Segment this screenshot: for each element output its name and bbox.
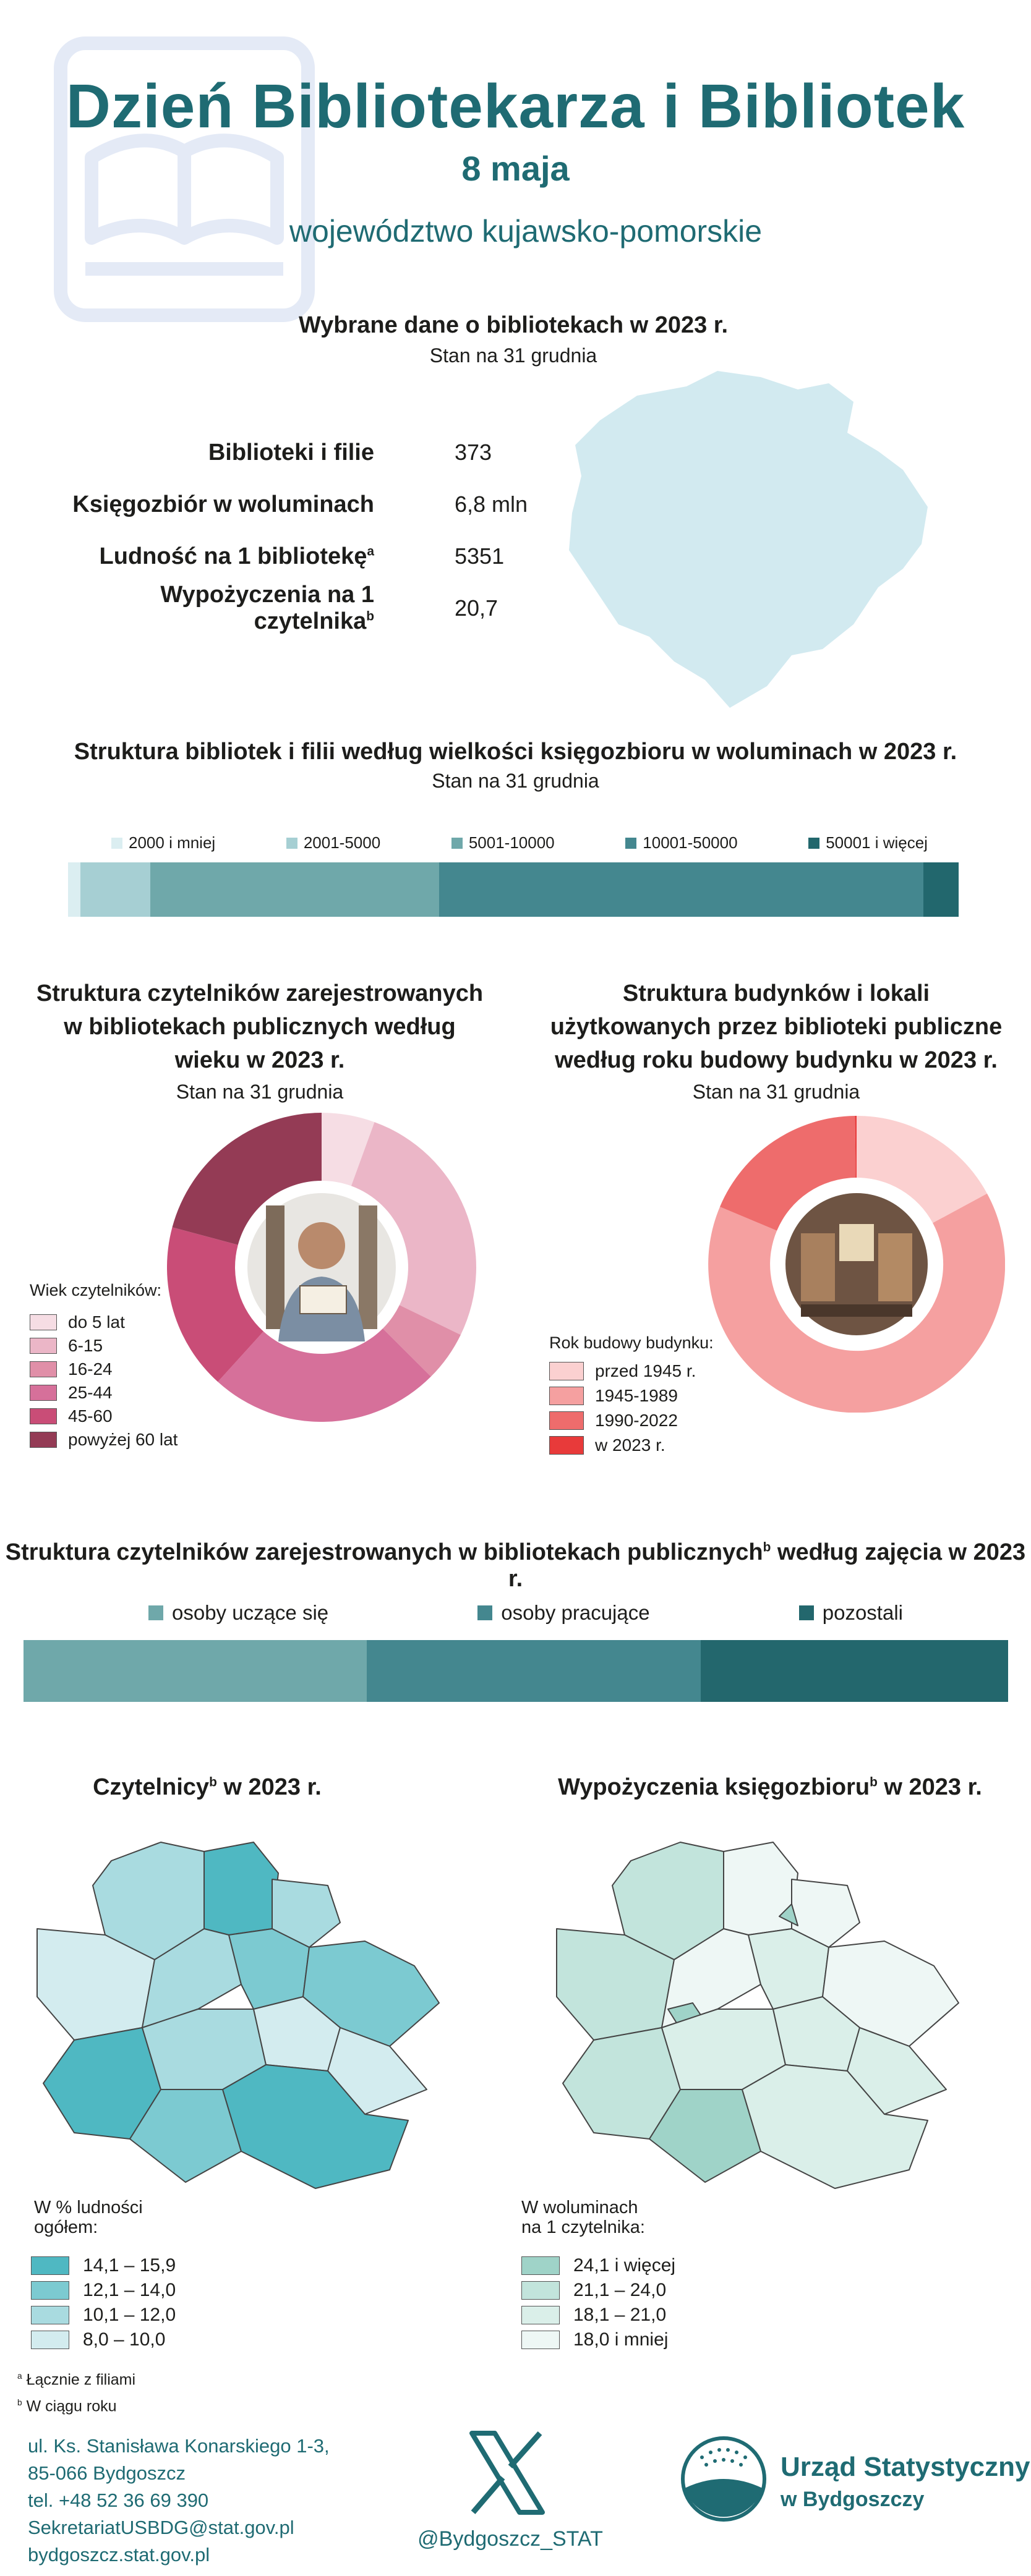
legend-item: 12,1 – 14,0 <box>31 2278 176 2303</box>
selected-data-title: Wybrane dane o bibliotekach w 2023 r. <box>298 312 729 338</box>
buildings-donut <box>708 1116 1005 1413</box>
legend-swatch <box>31 2281 69 2300</box>
legend-item: 14,1 – 15,9 <box>31 2253 176 2278</box>
legend-item: 1945-1989 <box>549 1384 696 1408</box>
legend-item: 2001-5000 <box>286 833 380 852</box>
region-map-silhouette <box>557 365 940 711</box>
readers-age-title: Struktura czytelników zarejestrowanych w bibliotekach publicznych według wieku w 2023 r. <box>36 980 484 1073</box>
stat-label: Ludność na 1 bibliotekę$^a$ <box>99 543 374 569</box>
office-name: Urząd Statystyczny w Bydgoszczy <box>781 2452 1030 2511</box>
legend-item: powyżej 60 lat <box>30 1428 178 1452</box>
website-link[interactable]: bydgoszcz.stat.gov.pl <box>28 2544 210 2565</box>
stat-value: 6,8 mln <box>455 491 528 517</box>
legend-item: 21,1 – 24,0 <box>521 2278 675 2303</box>
legend-swatch <box>477 1605 492 1620</box>
legend-item: do 5 lat <box>30 1311 178 1334</box>
stat-row <box>49 427 581 478</box>
stat-label: Wypożyczenia na 1 czytelnika$^b$ <box>160 582 374 634</box>
legend-item: pozostali <box>799 1601 903 1625</box>
address-line: 85-066 Bydgoszcz <box>28 2462 186 2484</box>
stat-row <box>49 478 581 530</box>
legend-item: 8,0 – 10,0 <box>31 2327 176 2352</box>
collection-structure-subtitle: Stan na 31 grudnia <box>432 770 599 792</box>
legend-swatch <box>521 2256 560 2275</box>
loans-map <box>538 1824 996 2195</box>
legend-swatch <box>521 2331 560 2349</box>
legend-swatch <box>31 2256 69 2275</box>
stat-value: 20,7 <box>455 595 498 621</box>
buildings-legend <box>549 1359 696 1458</box>
region-name: województwo kujawsko-pomorskie <box>289 214 763 249</box>
legend-item: przed 1945 r. <box>549 1359 696 1384</box>
legend-item: 18,0 i mniej <box>521 2327 675 2352</box>
readers-map-legend-title: W % ludności ogółem: <box>34 2198 143 2237</box>
stat-label: Biblioteki i filie <box>208 439 374 465</box>
legend-swatch <box>799 1605 814 1620</box>
collection-bar-segment <box>439 862 923 917</box>
photo-book <box>300 1286 346 1314</box>
legend-swatch <box>286 838 297 849</box>
buildings-subtitle: Stan na 31 grudnia <box>692 1081 860 1103</box>
x-logo-icon[interactable] <box>467 2429 547 2516</box>
map-district <box>204 1842 278 1935</box>
photo-window <box>839 1224 874 1261</box>
occupation-bar-segment <box>24 1640 367 1702</box>
legend-swatch <box>30 1408 57 1424</box>
legend-item: 5001-10000 <box>451 833 555 852</box>
photo-bookshelf <box>878 1233 912 1301</box>
legend-swatch <box>625 838 636 849</box>
legend-item: w 2023 r. <box>549 1433 696 1458</box>
readers-age-donut <box>167 1113 476 1422</box>
loans-map-legend <box>521 2253 675 2352</box>
collection-bar <box>68 862 959 917</box>
legend-swatch <box>549 1362 584 1380</box>
legend-item: 24,1 i więcej <box>521 2253 675 2278</box>
photo-bookshelf <box>359 1205 377 1329</box>
collection-bar-segment <box>150 862 439 917</box>
collection-structure-title: Struktura bibliotek i filii według wielkości księgozbioru w woluminach w 2023 r. <box>74 739 957 765</box>
readers-age-legend <box>30 1311 178 1452</box>
map-district <box>724 1842 798 1935</box>
legend-item: 2000 i mniej <box>111 833 215 852</box>
phone: tel. +48 52 36 69 390 <box>28 2489 209 2511</box>
collection-legend <box>111 833 928 852</box>
legend-item: 10,1 – 12,0 <box>31 2303 176 2327</box>
footnotes <box>17 2365 135 2418</box>
readers-map <box>19 1824 476 2195</box>
legend-swatch <box>111 838 122 849</box>
collection-bar-segment <box>923 862 959 917</box>
legend-swatch <box>549 1387 584 1405</box>
legend-item: 10001-50000 <box>625 833 737 852</box>
readers-map-title: Czytelnicy$^b$ w 2023 r. <box>93 1774 322 1800</box>
collection-bar-segment <box>80 862 150 917</box>
stat-value: 373 <box>455 440 492 465</box>
legend-swatch <box>30 1361 57 1377</box>
footnote: $^b$ W ciągu roku <box>17 2397 117 2415</box>
legend-swatch <box>521 2281 560 2300</box>
legend-item: 45-60 <box>30 1405 178 1428</box>
legend-swatch <box>451 838 463 849</box>
readers-map-legend <box>31 2253 176 2352</box>
occupation-legend <box>148 1601 903 1625</box>
legend-item: osoby uczące się <box>148 1601 328 1625</box>
occupation-bar-segment <box>367 1640 701 1702</box>
page-date: 8 maja <box>461 149 570 188</box>
legend-item: 16-24 <box>30 1358 178 1381</box>
occupation-bar <box>24 1640 1008 1702</box>
legend-swatch <box>808 838 819 849</box>
social-handle[interactable]: @Bydgoszcz_STAT <box>417 2527 603 2551</box>
legend-item: 50001 i więcej <box>808 833 928 852</box>
map-district <box>229 1929 309 2009</box>
buildings-legend-title: Rok budowy budynku: <box>549 1333 714 1352</box>
stat-row <box>49 530 581 582</box>
page-title: Dzień Bibliotekarza i Bibliotek <box>66 72 965 141</box>
stat-value: 5351 <box>455 543 505 569</box>
footnote: $^a$ Łącznie z filiami <box>17 2371 136 2389</box>
legend-swatch <box>31 2306 69 2324</box>
loans-map-title: Wypożyczenia księgozbioru$^b$ w 2023 r. <box>558 1774 982 1800</box>
stats-table <box>49 427 581 634</box>
occupation-bar-segment <box>701 1640 1008 1702</box>
legend-swatch <box>30 1385 57 1401</box>
legend-item: 6-15 <box>30 1334 178 1358</box>
legend-item: osoby pracujące <box>477 1601 649 1625</box>
loans-map-legend-title: W woluminach na 1 czytelnika: <box>521 2198 645 2237</box>
legend-swatch <box>549 1436 584 1455</box>
legend-swatch <box>30 1432 57 1448</box>
office-logo-icon <box>677 2433 770 2525</box>
legend-swatch <box>148 1605 163 1620</box>
legend-item: 25-44 <box>30 1381 178 1405</box>
collection-bar-segment <box>68 862 80 917</box>
legend-swatch <box>30 1314 57 1330</box>
photo-person-head <box>298 1222 345 1269</box>
legend-swatch <box>30 1338 57 1354</box>
readers-age-legend-title: Wiek czytelników: <box>30 1281 162 1299</box>
legend-swatch <box>31 2331 69 2349</box>
map-district <box>748 1929 829 2009</box>
legend-swatch <box>549 1411 584 1430</box>
stat-label: Księgozbiór w woluminach <box>72 491 374 517</box>
selected-data-subtitle: Stan na 31 grudnia <box>429 344 597 367</box>
contact-info <box>28 2433 330 2569</box>
photo-floor <box>801 1304 912 1317</box>
legend-item: 1990-2022 <box>549 1408 696 1433</box>
stat-row <box>49 582 581 634</box>
legend-swatch <box>521 2306 560 2324</box>
photo-bookshelf <box>266 1205 284 1329</box>
occupation-title: Struktura czytelników zarejestrowanych w bibliotekach publicznych$^b$ według zajęcia w 2023 r. <box>5 1539 1026 1592</box>
legend-item: 18,1 – 21,0 <box>521 2303 675 2327</box>
readers-age-subtitle: Stan na 31 grudnia <box>176 1081 344 1103</box>
buildings-title: Struktura budynków i lokali użytkowanych przez biblioteki publiczne według roku budowy budynku w 2023 r. <box>550 980 1003 1073</box>
address-line: ul. Ks. Stanisława Konarskiego 1-3, <box>28 2435 330 2457</box>
email-link[interactable]: SekretariatUSBDG@stat.gov.pl <box>28 2517 294 2538</box>
photo-bookshelf <box>801 1233 835 1301</box>
